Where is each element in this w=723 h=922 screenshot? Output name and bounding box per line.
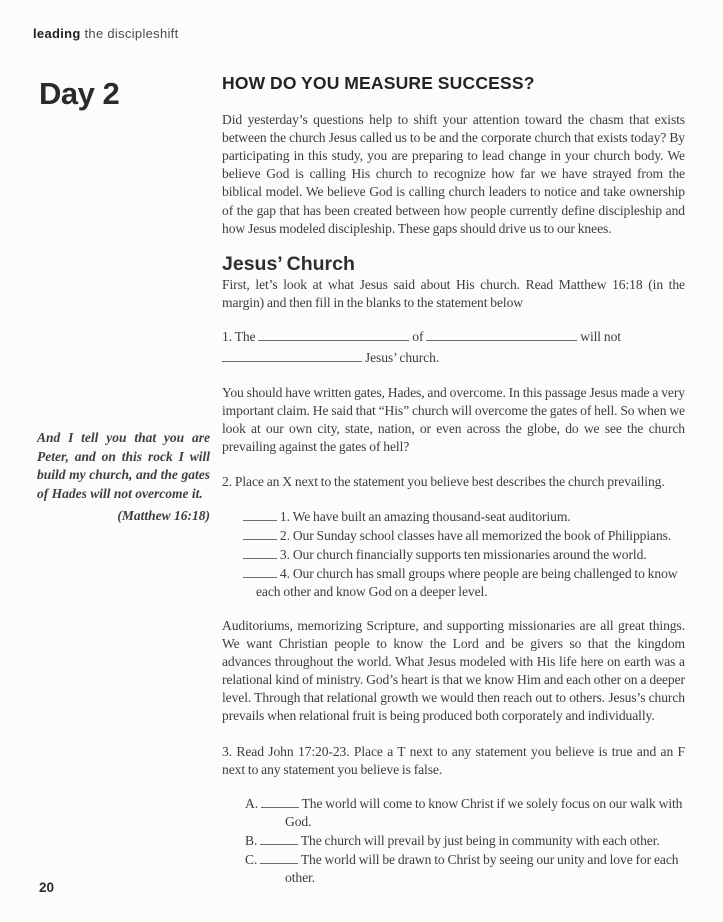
section-heading: Jesus’ Church <box>222 252 355 275</box>
scripture-margin-note <box>37 429 210 526</box>
list-item <box>243 564 685 601</box>
fill-blank-3 <box>222 348 362 362</box>
item-text: Our Sunday school classes have all memorized the book of Philippians. <box>292 527 672 543</box>
question-1-prefix: 1. The <box>222 329 256 345</box>
item-text: We have built an amazing thousand-seat auditorium. <box>292 508 571 524</box>
item-text: Our church financially supports ten missionaries around the world. <box>292 546 647 562</box>
question-3-prompt: 3. Read John 17:20-23. Place a T next to any statement you believe is true and an F next to any statement you believe is false. <box>222 743 685 777</box>
list-item <box>243 545 685 564</box>
item-label: 4. <box>279 565 290 581</box>
list-item <box>245 831 685 850</box>
paragraph-3: Auditoriums, memorizing Scripture, and supporting missionaries are all great things. We want Christian people to know the Lord and be givers so that the kingdom advances throughout the world. What Jesus modeled with His life here on earth was a relational kind of ministry. God’s heart is that we know Him and each other on a deeper level. Through that relational growth we would then reach out to others. Jesus’s church prevails when relational fruit is being produced both corporately and individually. <box>222 617 685 724</box>
running-header <box>33 26 179 41</box>
question-2-list <box>243 507 685 601</box>
item-text: The world will come to know Christ if we solely focus on our walk with God. <box>285 795 683 829</box>
question-1-connector: of <box>412 329 424 345</box>
list-item <box>245 794 685 831</box>
running-header-regular: the discipleshift <box>80 26 179 41</box>
item-text: The church will prevail by just being in community with each other. <box>300 832 660 848</box>
fill-blank-q2-3 <box>243 545 277 559</box>
fill-blank-q3-c <box>260 850 298 864</box>
question-1-suffix: will not <box>580 329 621 345</box>
question-1 <box>222 327 685 368</box>
fill-blank-1 <box>258 327 409 341</box>
item-label: 1. <box>279 508 290 524</box>
section-intro: First, let’s look at what Jesus said about His church. Read Matthew 16:18 (in the margin) and then fill in the blanks to the statement below <box>222 276 685 310</box>
list-item <box>245 850 685 887</box>
list-item <box>243 526 685 545</box>
list-item <box>243 507 685 526</box>
paragraph-2: You should have written gates, Hades, and overcome. In this passage Jesus made a very important claim. He said that “His” church will overcome the gates of hell. So when we look at our own city, state, nation, or even across the globe, do we see the church prevailing against the gates of hell? <box>222 385 685 455</box>
page-title: HOW DO YOU MEASURE SUCCESS? <box>222 73 535 93</box>
question-2-prompt: 2. Place an X next to the statement you believe best describes the church prevailing. <box>222 474 665 490</box>
fill-blank-2 <box>426 327 577 341</box>
item-label: 3. <box>279 546 290 562</box>
page-number: 20 <box>39 880 55 895</box>
item-label: A. <box>245 795 259 811</box>
item-label: B. <box>245 832 258 848</box>
intro-paragraph: Did yesterday’s questions help to shift your attention toward the chasm that exists between the church Jesus called us to be and the corporate church that exists today? By participating in this study, you are preparing to lead change in your church body. We believe God is calling His church to recognize how far we have strayed from the biblical model. We believe God is calling church leaders to notice and take ownership of the gap that has been created between how people currently define discipleship and how Jesus modeled discipleship. These gaps should drive us to our knees. <box>222 112 685 236</box>
fill-blank-q3-b <box>260 831 298 845</box>
item-text: Our church has small groups where people are being challenged to know each other and know God on a deeper level. <box>256 565 678 599</box>
day-label: Day 2 <box>39 76 120 111</box>
fill-blank-q3-a <box>261 794 299 808</box>
main-column <box>222 74 685 887</box>
fill-blank-q2-2 <box>243 526 277 540</box>
item-label: 2. <box>279 527 290 543</box>
scripture-reference: (Matthew 16:18) <box>117 508 210 523</box>
item-label: C. <box>245 852 258 867</box>
running-header-bold: leading <box>33 26 81 41</box>
question-1-line2: Jesus’ church. <box>364 349 440 365</box>
question-3-list <box>245 794 685 887</box>
fill-blank-q2-1 <box>243 507 277 521</box>
item-text: The world will be drawn to Christ by seeing our unity and love for each other. <box>285 852 679 886</box>
scripture-verse: And I tell you that you are Peter, and on this rock I will build my church, and the gates of Hades will not overcome it. <box>37 430 210 501</box>
fill-blank-q2-4 <box>243 564 277 578</box>
